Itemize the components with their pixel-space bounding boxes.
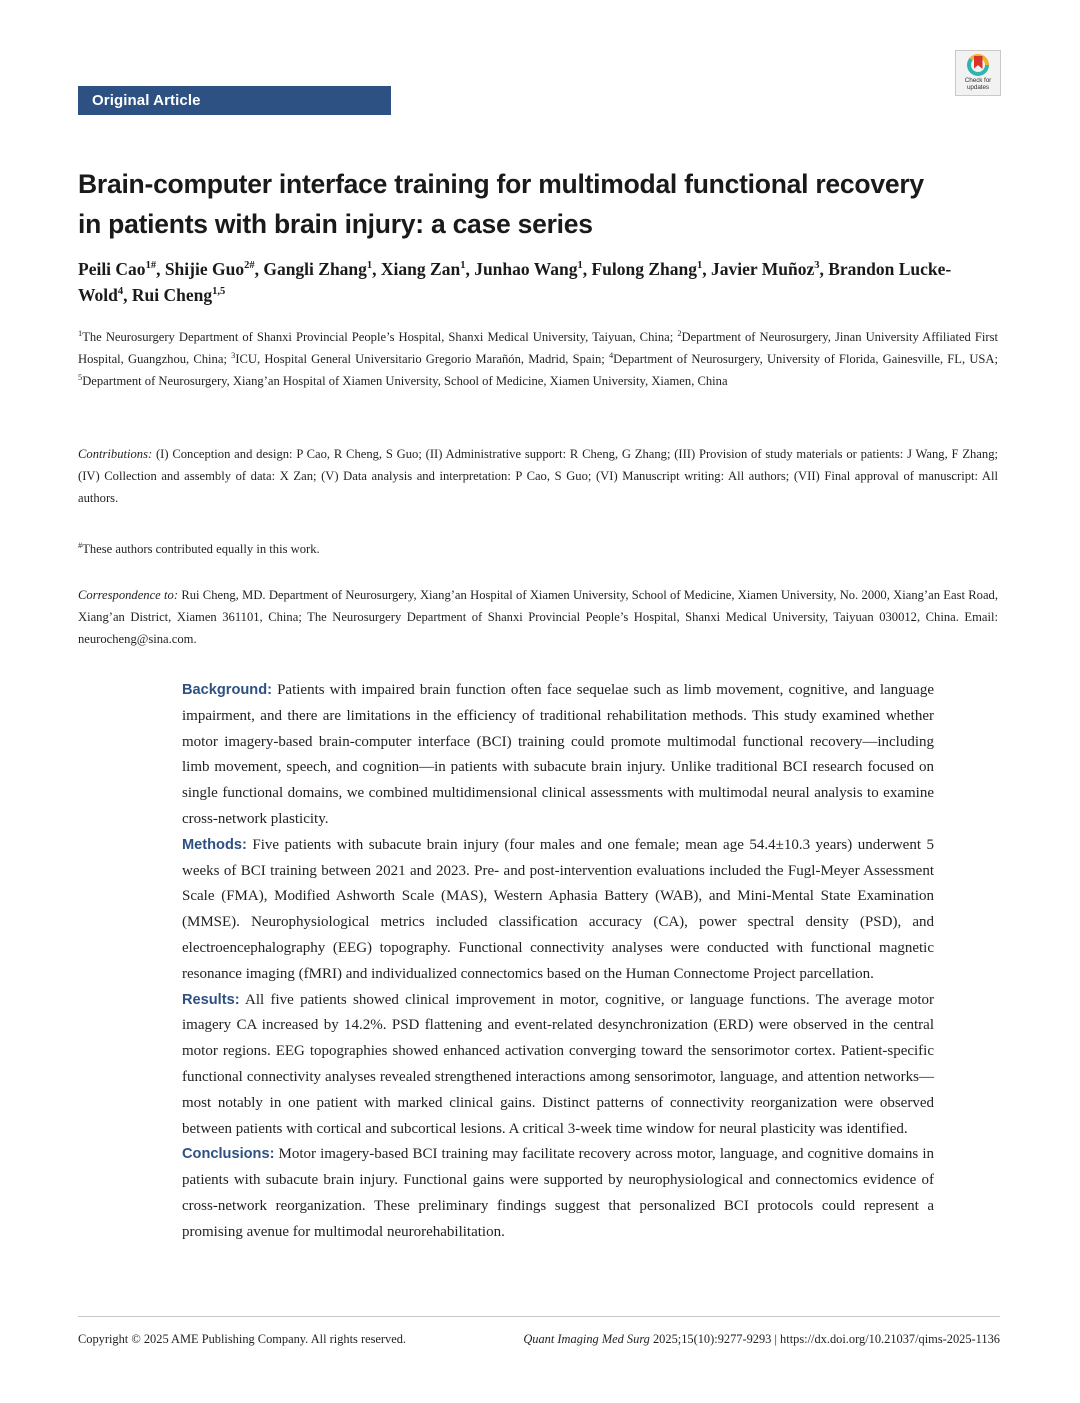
crossmark-flag-icon xyxy=(974,56,983,69)
crossmark-label-line1: Check for xyxy=(964,77,992,84)
correspondence-statement: Correspondence to: Rui Cheng, MD. Department of Neurosurgery, Xiang’an Hospital of Xiamen University, School of Medicine, Xiamen University, No. 2000, Xiang’an East Road, Xiang’an District, Xiamen 361101, China; The Neurosurgery Department of Shanxi Provincial People’s Hospital, Shanxi Medical University, Taiyuan 030012, China. Email: neurocheng@sina.com. xyxy=(78,588,998,646)
abstract-section-text: All five patients showed clinical improvement in motor, cognitive, or language functions. The average motor imagery CA increased by 14.2%. PSD flattening and event-related desynchronization (ERD) were observed in the central motor regions. EEG topographies showed enhanced activation converging toward the sensorimotor cortex. Patient-specific functional connectivity analyses revealed strengthened interactions among sensorimotor, language, and attention networks—most notably in one patient with marked clinical gains. Distinct patterns of connectivity reorganization were observed between patients with cortical and subcortical lesions. A critical 3-week time window for neural plasticity was identified. xyxy=(182,991,934,1137)
equal-contribution-note: #These authors contributed equally in this work. xyxy=(78,540,320,556)
abstract-section xyxy=(182,833,934,988)
crossmark-check-for-updates-icon xyxy=(967,54,989,76)
footer-divider xyxy=(78,1316,1000,1317)
abstract-section-text: Patients with impaired brain function often face sequelae such as limb movement, cognitive, and language impairment, and there are limitations in the efficiency of traditional rehabilitation methods. This study examined whether motor imagery-based brain-computer interface (BCI) training could promote multimodal functional recovery—including limb movement, speech, and cognition—in patients with subacute brain injury. Unlike traditional BCI research focused on single functional domains, we combined multidimensional clinical assessments with multimodal neural analysis to examine cross-network plasticity. xyxy=(182,682,934,827)
copyright-text: Copyright © 2025 AME Publishing Company. All rights reserved. xyxy=(78,1332,407,1346)
abstract-section-label: Conclusions: xyxy=(182,1146,275,1163)
article-type-label: Original Article xyxy=(92,92,201,109)
abstract-section-text: Motor imagery-based BCI training may facilitate recovery across motor, language, and cognitive domains in patients with subacute brain injury. Functional gains were supported by neurophysiological and connectomics evidence of cross-network reorganization. These preliminary findings suggest that personalized BCI protocols could represent a promising avenue for multimodal neurorehabilitation. xyxy=(182,1146,934,1240)
crossmark-label xyxy=(965,77,991,92)
page-footer xyxy=(78,1330,1000,1348)
crossmark-badge[interactable] xyxy=(955,50,1001,96)
author-list: Peili Cao$^{1\#}$, Shijie Guo$^{2\#}$, Gangli Zhang$^1$, Xiang Zan$^1$, Junhao Wang$^1$, Fulong Zhang$^1$, Javier Muñoz$^3$, Brandon Lucke-Wold$^4$, Rui Cheng$^{1,5}$ xyxy=(78,259,952,305)
abstract-section-label: Results: xyxy=(182,991,240,1008)
contributions-statement: Contributions: (I) Conception and design: P Cao, R Cheng, S Guo; (II) Administrative support: R Cheng, G Zhang; (III) Provision of study materials or patients: J Wang, F Zhang; (IV) Collection and assembly of data: X Zan; (V) Data analysis and interpretation: P Cao, S Guo; (VI) Manuscript writing: All authors; (VII) Final approval of manuscript: All authors. xyxy=(78,447,998,505)
abstract-section xyxy=(182,678,934,833)
abstract-section xyxy=(182,1142,934,1245)
journal-citation[interactable]: Quant Imaging Med Surg 2025;15(10):9277-9293 | https://dx.doi.org/10.21037/qims-2025-1136 xyxy=(523,1332,1000,1346)
abstract-section-text: Five patients with subacute brain injury (four males and one female; mean age 54.4±10.3 years) underwent 5 weeks of BCI training between 2021 and 2023. Pre- and post-intervention evaluations included the Fugl-Meyer Assessment Scale (FMA), Modified Ashworth Scale (MAS), Western Aphasia Battery (WAB), and Mini-Mental State Examination (MMSE). Neurophysiological metrics included classification accuracy (CA), power spectral density (PSD), and electroencephalography (EEG) topography. Functional connectivity analyses were conducted with functional magnetic resonance imaging (fMRI) and individualized connectomics based on the Human Connectome Project parcellation. xyxy=(182,836,934,982)
abstract xyxy=(182,678,934,1246)
affiliations: $^1$The Neurosurgery Department of Shanxi Provincial People’s Hospital, Shanxi Medical University, Taiyuan, China; $^2$Department of Neurosurgery, Jinan University Affiliated First Hospital, Guangzhou, China; $^3$ICU, Hospital General Universitario Gregorio Marañón, Madrid, Spain; $^4$Department of Neurosurgery, University of Florida, Gainesville, FL, USA; $^5$Department of Neurosurgery, Xiang’an Hospital of Xiamen University, School of Medicine, Xiamen University, Xiamen, China xyxy=(78,328,999,388)
page-title: Brain-computer interface training for multimodal functional recovery in patients with brain injury: a case series xyxy=(78,168,924,239)
crossmark-label-line2: updates xyxy=(966,84,990,92)
article-type-banner xyxy=(78,86,391,115)
abstract-section-label: Methods: xyxy=(182,836,247,853)
abstract-section-label: Background: xyxy=(182,682,272,698)
abstract-section xyxy=(182,988,934,1143)
